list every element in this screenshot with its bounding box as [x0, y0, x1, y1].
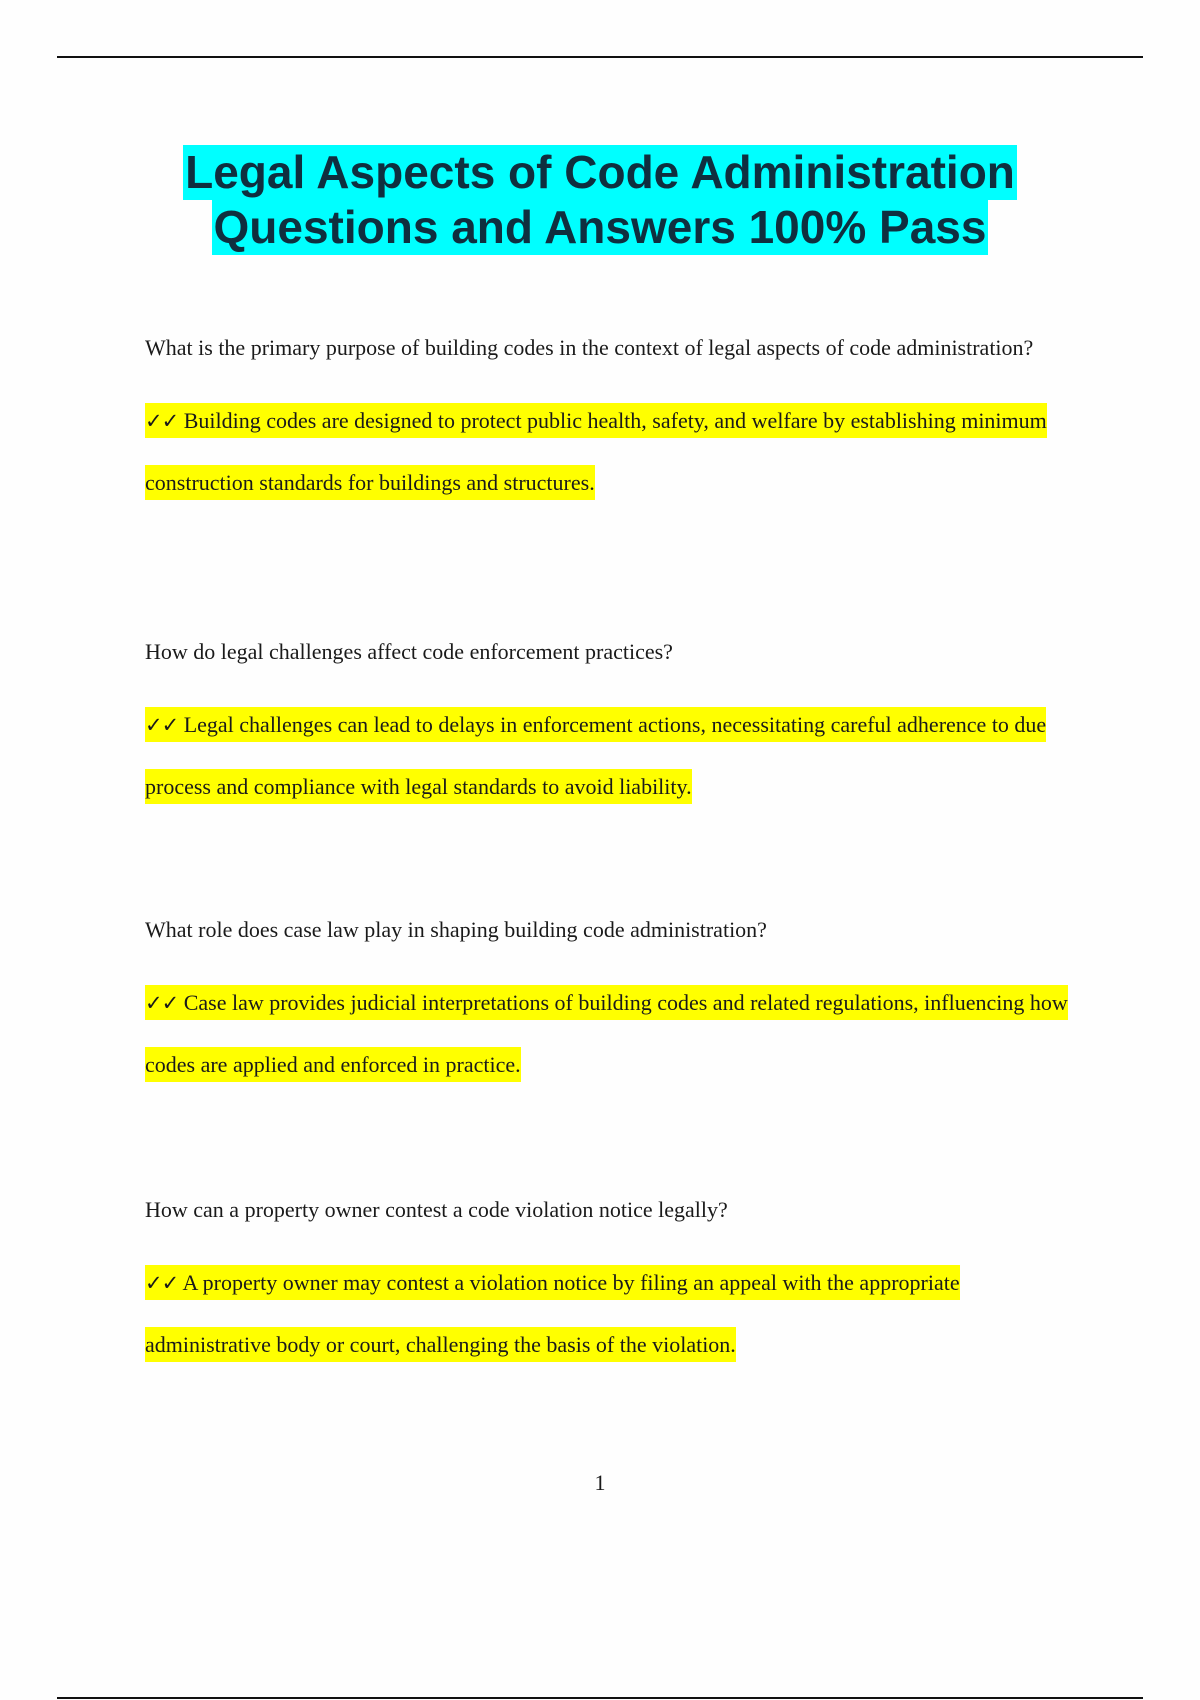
- answer-body: Legal challenges can lead to delays in enforcement actions, necessitating careful adherence to due process and compliance with legal standards to avoid liability.: [145, 712, 1047, 799]
- answer-body: Building codes are designed to protect public health, safety, and welfare by establishing minimum construction standards for buildings and structures.: [145, 408, 1047, 495]
- double-check-icon: ✓✓: [145, 713, 179, 737]
- answer-body: Case law provides judicial interpretations of building codes and related regulations, influencing how codes are applied and enforced in practice.: [145, 990, 1068, 1077]
- question-text: How do legal challenges affect code enforcement practices?: [145, 639, 673, 664]
- document-title: [0, 145, 1200, 255]
- qa-item-1: [145, 320, 1085, 624]
- question-text: What role does case law play in shaping building code administration?: [145, 917, 767, 942]
- qa-item-2: [145, 624, 1085, 902]
- double-check-icon: ✓✓: [145, 991, 179, 1015]
- answer-text: [145, 390, 1085, 513]
- double-check-icon: ✓✓: [145, 409, 179, 433]
- qa-list: [145, 320, 1085, 1375]
- answer-text: [145, 694, 1085, 817]
- answer-highlight: [145, 707, 1046, 804]
- page-number: 1: [594, 1470, 606, 1495]
- qa-item-4: [145, 1182, 1085, 1375]
- answer-body: A property owner may contest a violation notice by filing an appeal with the appropriate administrative body or court, challenging the basis of the violation.: [145, 1270, 960, 1357]
- answer-text: [145, 1252, 1085, 1375]
- question-text: What is the primary purpose of building codes in the context of legal aspects of code administration?: [145, 335, 1034, 360]
- title-line-1: Legal Aspects of Code Administration: [185, 146, 1015, 198]
- question-text: How can a property owner contest a code violation notice legally?: [145, 1197, 728, 1222]
- double-check-icon: ✓✓: [145, 1271, 179, 1295]
- answer-highlight: [145, 403, 1047, 500]
- answer-highlight: [145, 1265, 960, 1362]
- answer-highlight: [145, 985, 1068, 1082]
- bottom-rule: [57, 1697, 1143, 1699]
- qa-item-3: [145, 902, 1085, 1182]
- title-line-2: Questions and Answers 100% Pass: [213, 201, 987, 253]
- top-rule: [57, 56, 1143, 58]
- answer-text: [145, 972, 1085, 1095]
